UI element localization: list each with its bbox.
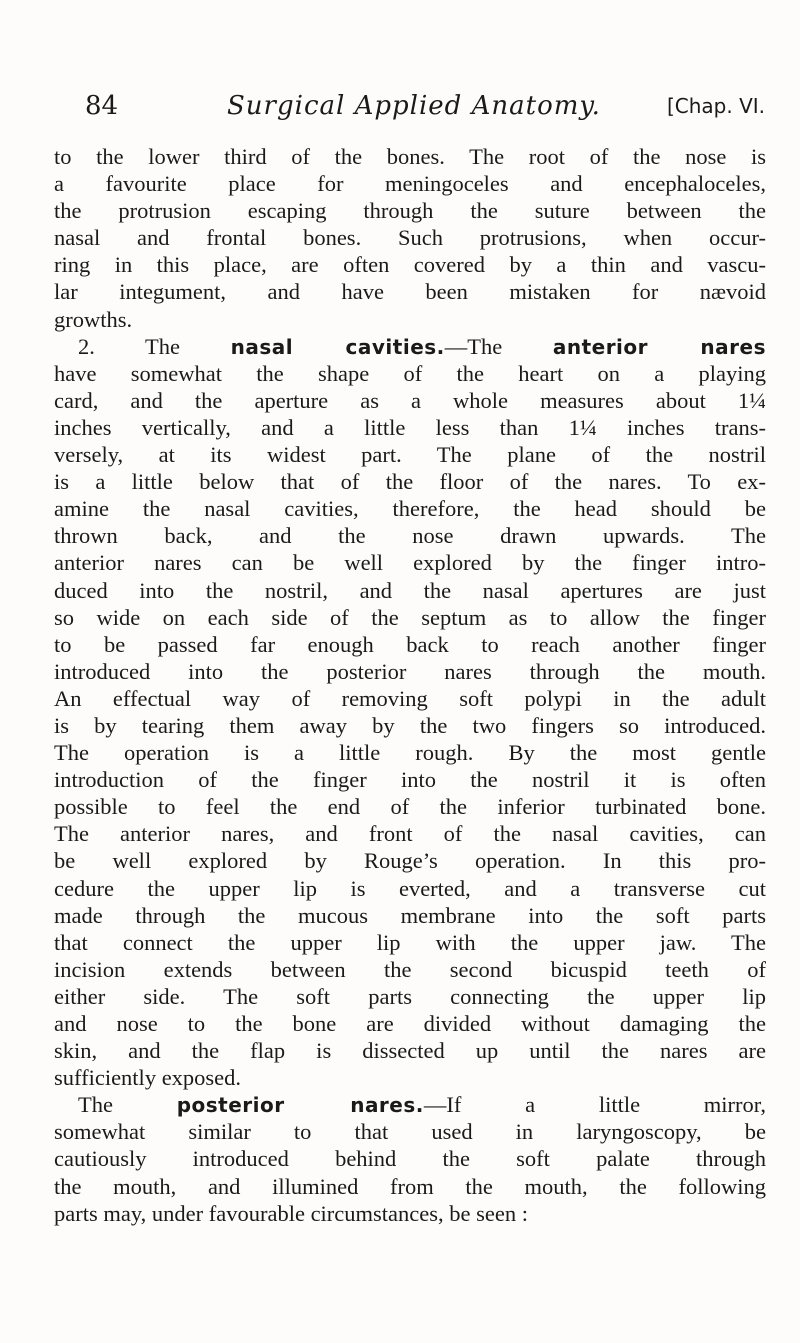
chapter-marker: [Chap. VI. <box>666 94 765 118</box>
text-line: nasal and frontal bones. Such protrusions, when occur- <box>54 225 766 251</box>
text-line: parts may, under favourable circumstances, be seen : <box>54 1200 528 1226</box>
text-line: either side. The soft parts connecting the upper lip <box>54 983 766 1009</box>
title-word-1: Surgical <box>227 91 346 121</box>
section-subheading: anterior nares <box>552 334 766 359</box>
text-line: a favourite place for meningoceles and encephaloceles, <box>54 171 766 197</box>
title-word-2: Applied <box>354 91 463 121</box>
text-line: possible to feel the end of the inferior turbinated bone. <box>54 794 766 820</box>
text-line: incision extends between the second bicuspid teeth of <box>54 956 766 982</box>
text-line: cedure the upper lip is everted, and a transverse cut <box>54 875 766 901</box>
text-line: introduction of the finger into the nostril it is often <box>54 767 766 793</box>
text-line: is by tearing them away by the two fingers so introduced. <box>54 712 766 738</box>
text-line: be well explored by Rouge’s operation. In this pro- <box>54 848 766 874</box>
section-heading: posterior nares. <box>176 1093 424 1118</box>
text-line: introduced into the posterior nares through the mouth. <box>54 658 766 684</box>
text-line: card, and the aperture as a whole measures about 1¼ <box>54 387 766 413</box>
text-line: versely, at its widest part. The plane of the nostril <box>54 442 766 468</box>
text-line: duced into the nostril, and the nasal apertures are just <box>54 577 766 603</box>
heading-continuation: —If a little mirror, <box>423 1092 766 1118</box>
text-line: ring in this place, are often covered by a thin and vascu- <box>54 252 766 278</box>
text-line: made through the mucous membrane into the soft parts <box>54 902 766 928</box>
text-line: lar integument, and have been mistaken for nævoid <box>54 279 766 305</box>
title-word-3: Anatomy. <box>471 91 601 121</box>
text-line: to the lower third of the bones. The root of the nose is <box>54 144 766 169</box>
text-line: so wide on each side of the septum as to allow the finger <box>54 604 766 630</box>
text-line: have somewhat the shape of the heart on a playing <box>54 360 766 386</box>
paragraph-3-heading-line <box>54 1091 766 1118</box>
text-line: anterior nares can be well explored by the finger intro- <box>54 550 766 576</box>
text-line: and nose to the bone are divided without damaging the <box>54 1011 766 1036</box>
running-header <box>85 86 765 126</box>
text-line: The operation is a little rough. By the most gentle <box>54 740 766 766</box>
text-line: The anterior nares, and front of the nasal cavities, can <box>54 821 766 847</box>
text-line: An effectual way of removing soft polypi in the adult <box>54 685 766 711</box>
text-line: the mouth, and illumined from the mouth, the following <box>54 1173 766 1199</box>
section-heading: nasal cavities. <box>230 334 445 359</box>
text-line: to be passed far enough back to reach another finger <box>54 631 766 657</box>
text-line: somewhat similar to that used in laryngoscopy, be <box>54 1119 766 1145</box>
heading-prefix: The <box>78 1092 177 1118</box>
heading-continuation: —The <box>444 333 553 359</box>
body-text <box>54 143 766 1227</box>
text-line: that connect the upper lip with the upper jaw. The <box>54 929 766 955</box>
text-line: growths. <box>54 306 133 332</box>
text-line: the protrusion escaping through the suture between the <box>54 198 766 224</box>
text-line: sufficiently exposed. <box>54 1065 242 1091</box>
paragraph-2-heading-line <box>54 333 766 360</box>
text-line: thrown back, and the nose drawn upwards. The <box>54 523 766 549</box>
text-line: is a little below that of the floor of the nares. To ex- <box>54 469 766 495</box>
running-title <box>227 86 601 126</box>
heading-prefix: 2. The <box>78 333 231 359</box>
text-line: skin, and the flap is dissected up until the nares are <box>54 1038 766 1064</box>
page-number: 84 <box>85 91 119 121</box>
text-line: cautiously introduced behind the soft palate through <box>54 1146 766 1172</box>
text-line: amine the nasal cavities, therefore, the head should be <box>54 496 766 522</box>
text-line: inches vertically, and a little less than 1¼ inches trans- <box>54 414 766 440</box>
